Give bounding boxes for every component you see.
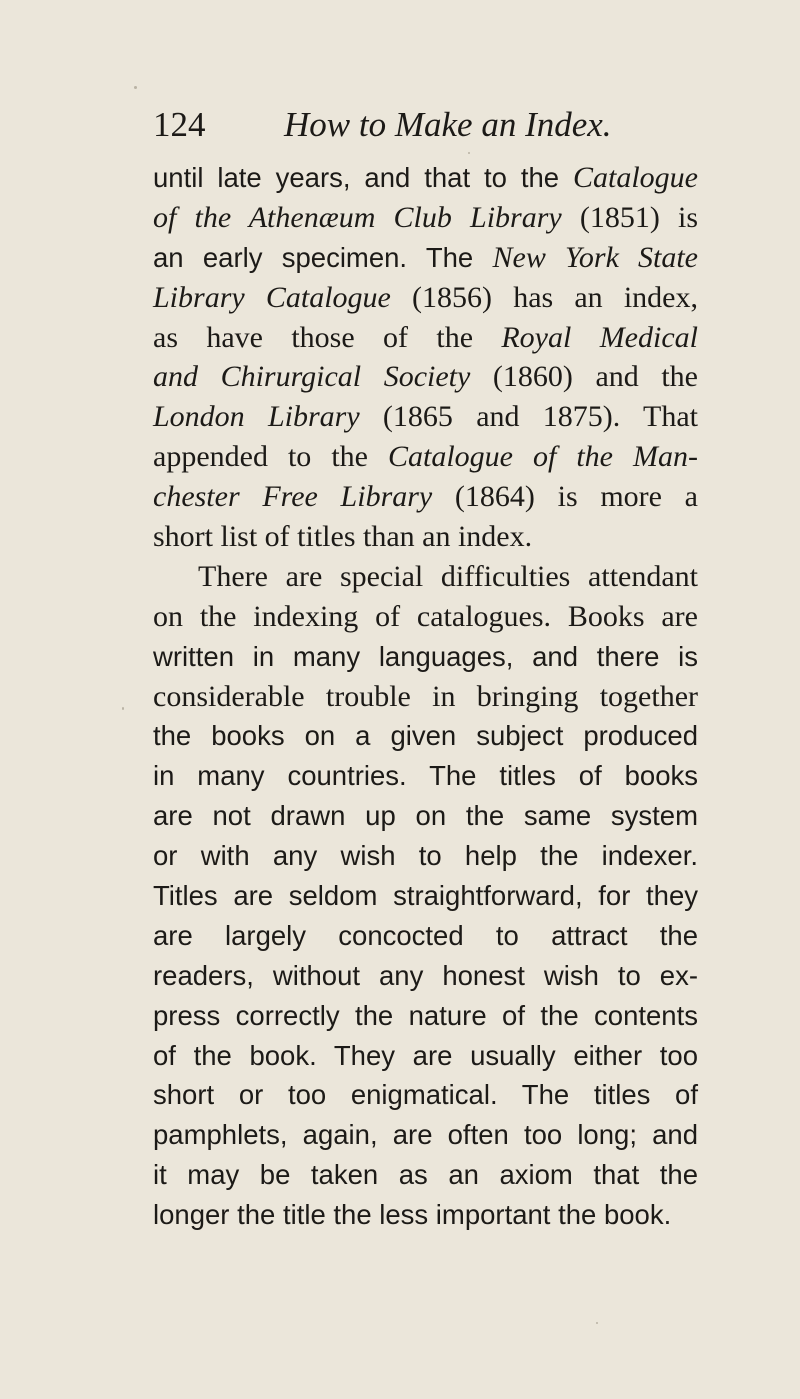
italic-title-text: chester Free Library xyxy=(153,480,433,514)
italic-title-text: of the Athenæum Club Library xyxy=(153,200,562,234)
text-line xyxy=(153,278,698,318)
text-line xyxy=(153,836,698,876)
text-run: considerable trouble in bringing together xyxy=(153,679,698,713)
italic-title-text: and Chirurgical Society xyxy=(153,360,471,394)
text-line xyxy=(153,916,698,956)
text-line xyxy=(153,1075,698,1115)
text-line xyxy=(153,716,698,756)
text-line xyxy=(153,637,698,677)
text-run: appended to the xyxy=(153,440,388,474)
text-line xyxy=(153,756,698,796)
text-run: it may be taken as an axiom that the xyxy=(153,1159,698,1191)
text-run: pamphlets, again, are often too long; and xyxy=(153,1119,698,1151)
text-run: the books on a given subject produced xyxy=(153,720,698,752)
text-run: (1860) and the xyxy=(470,360,698,394)
text-run: are largely concocted to attract the xyxy=(153,919,698,951)
text-run: short or too enigmatical. The titles of xyxy=(153,1079,698,1111)
text-line xyxy=(153,357,698,397)
paper-speck xyxy=(596,1322,598,1324)
text-line xyxy=(153,1115,698,1155)
text-line xyxy=(153,956,698,996)
text-run: an early specimen. The xyxy=(153,241,493,273)
text-run: (1864) is more a xyxy=(432,480,698,514)
text-line xyxy=(153,477,698,517)
text-line xyxy=(153,796,698,836)
text-run: in many countries. The titles of books xyxy=(153,760,698,792)
text-run: as have those of the xyxy=(153,320,502,354)
text-line xyxy=(153,557,698,597)
text-line xyxy=(153,158,698,198)
page-header xyxy=(153,100,653,150)
text-line xyxy=(153,517,698,557)
italic-title-text: London Library xyxy=(153,400,360,434)
italic-title-text: Catalogue xyxy=(573,161,698,194)
text-line xyxy=(153,876,698,916)
paper-speck xyxy=(134,86,137,89)
text-run: There are special difficulties attendant xyxy=(198,559,698,593)
running-title: How to Make an Index. xyxy=(284,105,612,144)
italic-title-text: Library Catalogue xyxy=(153,280,391,314)
text-line xyxy=(153,1155,698,1195)
text-run: until late years, and that to the xyxy=(153,162,573,193)
paper-speck xyxy=(468,152,470,154)
text-line xyxy=(153,996,698,1036)
italic-title-text: New York State xyxy=(492,240,698,274)
text-line xyxy=(153,1036,698,1076)
text-line xyxy=(153,437,698,477)
text-run: (1856) has an index, xyxy=(390,280,698,314)
text-run: (1865 and 1875). That xyxy=(359,400,698,434)
text-run: short list of titles than an index. xyxy=(153,520,533,554)
text-run: on the indexing of catalogues. Books are xyxy=(153,599,698,633)
text-line xyxy=(153,238,698,278)
text-run: longer the title the less important the book. xyxy=(153,1199,672,1231)
text-line xyxy=(153,198,698,238)
page-number: 124 xyxy=(153,105,206,144)
text-run: press correctly the nature of the contents xyxy=(153,999,698,1031)
text-line xyxy=(153,677,698,717)
text-line xyxy=(153,1195,698,1235)
paper-speck xyxy=(122,707,124,710)
text-run: written in many languages, and there is xyxy=(153,640,698,672)
text-run: Titles are seldom straightforward, for they xyxy=(153,880,698,912)
text-line xyxy=(153,397,698,437)
text-run: or with any wish to help the indexer. xyxy=(153,840,698,872)
text-run: are not drawn up on the same system xyxy=(153,800,698,832)
text-run: of the book. They are usually either too xyxy=(153,1039,698,1071)
text-run: readers, without any honest wish to ex- xyxy=(153,959,698,991)
italic-title-text: Royal Medical xyxy=(501,320,698,354)
body-text xyxy=(153,158,699,1231)
text-run: (1851) is xyxy=(561,200,699,234)
text-line xyxy=(153,597,698,637)
text-line xyxy=(153,318,698,358)
italic-title-text: Catalogue of the Man- xyxy=(387,440,698,474)
